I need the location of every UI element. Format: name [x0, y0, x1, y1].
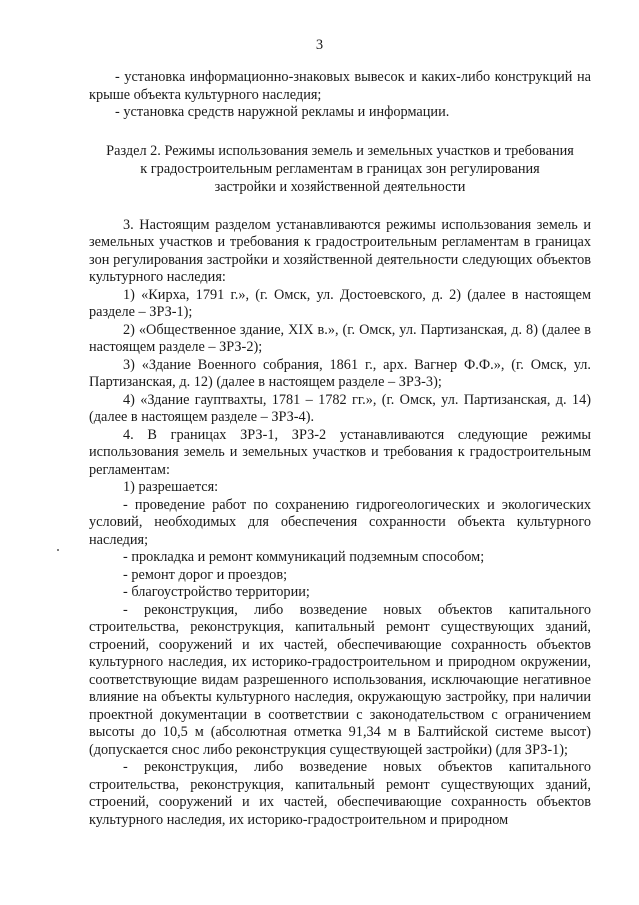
page-number: 3 — [315, 37, 324, 53]
object-item: 3) «Здание Военного собрания, 1861 г., арх. Вагнер Ф.Ф.», (г. Омск, ул. Партизанская, д. 12) (далее в настоящем разделе – ЗРЗ-3); — [89, 356, 591, 390]
scan-speck — [57, 549, 59, 551]
object-item: 2) «Общественное здание, XIX в.», (г. Омск, ул. Партизанская, д. 8) (далее в настоящем разделе – ЗРЗ-2); — [89, 321, 591, 355]
document-body — [89, 69, 591, 829]
section-heading — [89, 142, 591, 196]
section-heading-line: к градостроительным регламентам в границах зон регулирования — [140, 160, 540, 177]
paragraph-3: 3. Настоящим разделом устанавливаются режимы использования земель и земельных участков и требования к градостроительным регламентам в границах зон регулирования застройки и хозяйственной деятельности следующих объектов культурного наследия: — [89, 216, 591, 285]
allowed-item: - реконструкция, либо возведение новых объектов капитального строительства, реконструкция, капитальный ремонт существующих зданий, строений, сооружений и их частей, обеспечивающие сохранность объектов культурного наследия, их историко-градостроительном и природном окружении, соответствующие видам разрешенного использования, исключающие негативное влияние на объекты культурного наследия, окружающую застройку, при наличии проектной документации в соответствии с законодательством с ограничением высоты до 10,5 м (абсолютная отметка 91,34 м в Балтийской системе высот) (допускается снос либо реконструкция существующей застройки) (для ЗРЗ-1); — [89, 601, 591, 758]
allowed-heading: 1) разрешается: — [123, 479, 219, 495]
list-item: - установка информационно-знаковых вывесок и каких-либо конструкций на крыше объекта культурного наследия; — [89, 69, 591, 103]
allowed-item: - прокладка и ремонт коммуникаций подземным способом; — [123, 549, 485, 565]
list-item: - установка средств наружной рекламы и информации. — [115, 104, 450, 120]
object-item: 1) «Кирха, 1791 г.», (г. Омск, ул. Достоевского, д. 2) (далее в настоящем разделе – ЗРЗ-1); — [89, 286, 591, 320]
object-item: 4) «Здание гауптвахты, 1781 – 1782 гг.», (г. Омск, ул. Партизанская, д. 14) (далее в настоящем разделе – ЗРЗ-4). — [89, 391, 591, 425]
paragraph-4: 4. В границах ЗРЗ-1, ЗРЗ-2 устанавливаются следующие режимы использования земель и земельных участков и требования к градостроительным регламентам: — [89, 426, 591, 478]
allowed-item: - проведение работ по сохранению гидрогеологических и экологических условий, необходимых для обеспечения сохранности объекта культурного наследия; — [89, 496, 591, 548]
allowed-item: - благоустройство территории; — [123, 584, 310, 600]
section-heading-line: Раздел 2. Режимы использования земель и земельных участков и требования — [106, 142, 574, 159]
allowed-item: - ремонт дорог и проездов; — [123, 566, 288, 583]
allowed-item: - реконструкция, либо возведение новых объектов капитального строительства, реконструкция, капитальный ремонт существующих зданий, строений, сооружений и их частей, обеспечивающие сохранность объектов культурного наследия, их историко-градостроительном и природном — [89, 759, 591, 828]
section-heading-line: застройки и хозяйственной деятельности — [214, 178, 466, 195]
